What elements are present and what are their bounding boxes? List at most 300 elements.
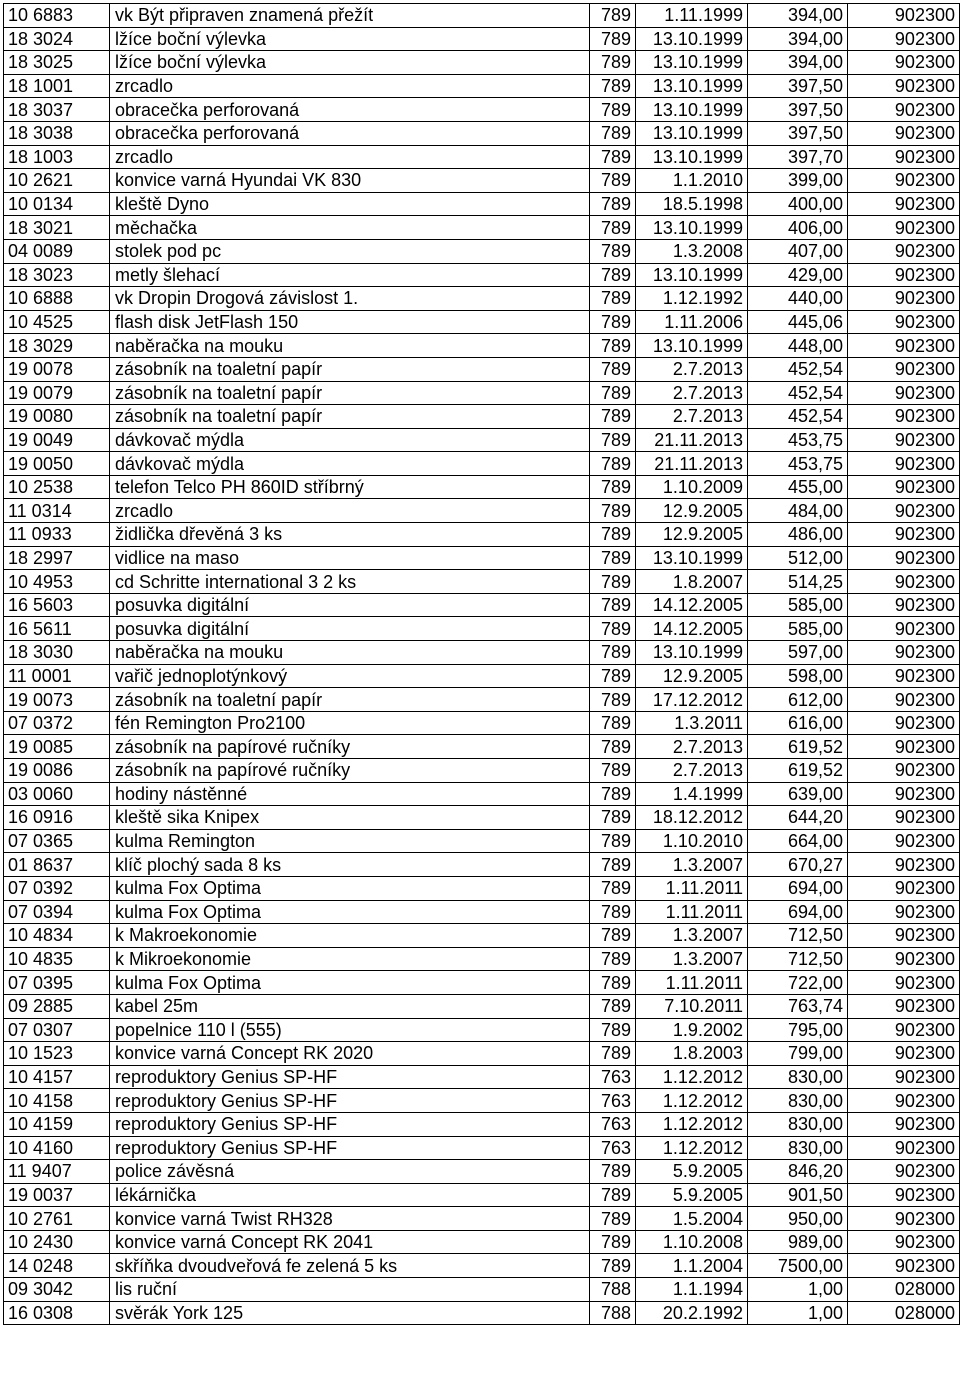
account-code-cell: 789	[590, 900, 636, 924]
table-row	[4, 617, 960, 641]
account-code-cell: 789	[590, 924, 636, 948]
price-cell: 397,50	[748, 121, 848, 145]
date-cell: 18.5.1998	[636, 192, 748, 216]
item-name-cell: reproduktory Genius SP-HF	[110, 1112, 590, 1136]
category-code-cell: 902300	[848, 782, 960, 806]
category-code-cell: 902300	[848, 4, 960, 28]
price-cell: 486,00	[748, 523, 848, 547]
date-cell: 5.9.2005	[636, 1183, 748, 1207]
price-cell: 453,75	[748, 428, 848, 452]
account-code-cell: 789	[590, 1160, 636, 1184]
item-id-cell: 19 0037	[4, 1183, 110, 1207]
item-name-cell: police závěsná	[110, 1160, 590, 1184]
table-row	[4, 829, 960, 853]
account-code-cell: 789	[590, 310, 636, 334]
item-id-cell: 01 8637	[4, 853, 110, 877]
item-id-cell: 10 4159	[4, 1112, 110, 1136]
date-cell: 1.3.2011	[636, 711, 748, 735]
item-name-cell: vidlice na maso	[110, 546, 590, 570]
account-code-cell: 789	[590, 593, 636, 617]
category-code-cell: 902300	[848, 27, 960, 51]
price-cell: 597,00	[748, 641, 848, 665]
item-id-cell: 16 5603	[4, 593, 110, 617]
item-id-cell: 10 4160	[4, 1136, 110, 1160]
price-cell: 397,50	[748, 74, 848, 98]
category-code-cell: 902300	[848, 900, 960, 924]
item-name-cell: posuvka digitální	[110, 617, 590, 641]
item-id-cell: 10 4834	[4, 924, 110, 948]
date-cell: 1.1.1994	[636, 1278, 748, 1302]
table-row	[4, 1183, 960, 1207]
account-code-cell: 789	[590, 641, 636, 665]
date-cell: 1.3.2007	[636, 924, 748, 948]
category-code-cell: 902300	[848, 853, 960, 877]
category-code-cell: 902300	[848, 1089, 960, 1113]
category-code-cell: 902300	[848, 711, 960, 735]
price-cell: 763,74	[748, 994, 848, 1018]
item-name-cell: zrcadlo	[110, 145, 590, 169]
account-code-cell: 789	[590, 688, 636, 712]
date-cell: 13.10.1999	[636, 145, 748, 169]
item-name-cell: fén Remington Pro2100	[110, 711, 590, 735]
category-code-cell: 902300	[848, 641, 960, 665]
category-code-cell: 902300	[848, 735, 960, 759]
account-code-cell: 789	[590, 759, 636, 783]
account-code-cell: 789	[590, 239, 636, 263]
date-cell: 14.12.2005	[636, 593, 748, 617]
price-cell: 406,00	[748, 216, 848, 240]
item-id-cell: 09 3042	[4, 1278, 110, 1302]
item-id-cell: 03 0060	[4, 782, 110, 806]
table-row	[4, 1018, 960, 1042]
account-code-cell: 789	[590, 947, 636, 971]
account-code-cell: 789	[590, 1183, 636, 1207]
item-name-cell: kabel 25m	[110, 994, 590, 1018]
price-cell: 712,50	[748, 924, 848, 948]
category-code-cell: 902300	[848, 994, 960, 1018]
date-cell: 1.10.2010	[636, 829, 748, 853]
date-cell: 1.11.2011	[636, 900, 748, 924]
date-cell: 1.11.2011	[636, 971, 748, 995]
item-id-cell: 16 0916	[4, 806, 110, 830]
table-row	[4, 475, 960, 499]
account-code-cell: 789	[590, 51, 636, 75]
table-row	[4, 51, 960, 75]
item-name-cell: k Mikroekonomie	[110, 947, 590, 971]
table-row	[4, 169, 960, 193]
price-cell: 585,00	[748, 593, 848, 617]
table-row	[4, 121, 960, 145]
price-cell: 712,50	[748, 947, 848, 971]
item-id-cell: 18 3024	[4, 27, 110, 51]
item-name-cell: vk Dropin Drogová závislost 1.	[110, 287, 590, 311]
date-cell: 5.9.2005	[636, 1160, 748, 1184]
table-row	[4, 357, 960, 381]
item-name-cell: zrcadlo	[110, 499, 590, 523]
account-code-cell: 789	[590, 829, 636, 853]
category-code-cell: 902300	[848, 1183, 960, 1207]
price-cell: 585,00	[748, 617, 848, 641]
account-code-cell: 789	[590, 782, 636, 806]
price-cell: 452,54	[748, 357, 848, 381]
item-name-cell: posuvka digitální	[110, 593, 590, 617]
account-code-cell: 789	[590, 853, 636, 877]
price-cell: 440,00	[748, 287, 848, 311]
date-cell: 1.12.2012	[636, 1089, 748, 1113]
item-name-cell: zásobník na toaletní papír	[110, 405, 590, 429]
item-id-cell: 10 2761	[4, 1207, 110, 1231]
item-name-cell: kulma Fox Optima	[110, 971, 590, 995]
table-row	[4, 593, 960, 617]
item-name-cell: zásobník na toaletní papír	[110, 381, 590, 405]
category-code-cell: 902300	[848, 947, 960, 971]
category-code-cell: 902300	[848, 121, 960, 145]
table-row	[4, 98, 960, 122]
price-cell: 670,27	[748, 853, 848, 877]
price-cell: 901,50	[748, 1183, 848, 1207]
date-cell: 1.5.2004	[636, 1207, 748, 1231]
category-code-cell: 028000	[848, 1301, 960, 1325]
item-name-cell: lékárnička	[110, 1183, 590, 1207]
table-row	[4, 1278, 960, 1302]
account-code-cell: 789	[590, 994, 636, 1018]
date-cell: 17.12.2012	[636, 688, 748, 712]
price-cell: 394,00	[748, 4, 848, 28]
item-id-cell: 18 3037	[4, 98, 110, 122]
category-code-cell: 902300	[848, 593, 960, 617]
category-code-cell: 902300	[848, 239, 960, 263]
item-id-cell: 09 2885	[4, 994, 110, 1018]
table-row	[4, 1301, 960, 1325]
date-cell: 20.2.1992	[636, 1301, 748, 1325]
table-row	[4, 759, 960, 783]
item-id-cell: 10 2430	[4, 1230, 110, 1254]
item-id-cell: 07 0365	[4, 829, 110, 853]
price-cell: 830,00	[748, 1112, 848, 1136]
table-row	[4, 782, 960, 806]
date-cell: 2.7.2013	[636, 405, 748, 429]
table-row	[4, 1136, 960, 1160]
date-cell: 2.7.2013	[636, 759, 748, 783]
category-code-cell: 902300	[848, 381, 960, 405]
item-name-cell: vařič jednoplotýnkový	[110, 664, 590, 688]
category-code-cell: 902300	[848, 428, 960, 452]
account-code-cell: 789	[590, 570, 636, 594]
table-row	[4, 570, 960, 594]
item-id-cell: 10 4158	[4, 1089, 110, 1113]
item-name-cell: naběračka na mouku	[110, 334, 590, 358]
date-cell: 13.10.1999	[636, 27, 748, 51]
account-code-cell: 789	[590, 1018, 636, 1042]
price-cell: 448,00	[748, 334, 848, 358]
table-row	[4, 900, 960, 924]
table-row	[4, 405, 960, 429]
category-code-cell: 902300	[848, 1230, 960, 1254]
price-cell: 399,00	[748, 169, 848, 193]
category-code-cell: 902300	[848, 829, 960, 853]
account-code-cell: 789	[590, 971, 636, 995]
date-cell: 13.10.1999	[636, 546, 748, 570]
date-cell: 1.1.2004	[636, 1254, 748, 1278]
category-code-cell: 902300	[848, 1065, 960, 1089]
item-name-cell: kleště Dyno	[110, 192, 590, 216]
table-row	[4, 192, 960, 216]
item-id-cell: 19 0050	[4, 452, 110, 476]
price-cell: 445,06	[748, 310, 848, 334]
table-row	[4, 239, 960, 263]
price-cell: 453,75	[748, 452, 848, 476]
category-code-cell: 902300	[848, 216, 960, 240]
table-row	[4, 1160, 960, 1184]
account-code-cell: 789	[590, 452, 636, 476]
account-code-cell: 763	[590, 1136, 636, 1160]
item-id-cell: 07 0395	[4, 971, 110, 995]
item-id-cell: 10 1523	[4, 1042, 110, 1066]
table-row	[4, 1065, 960, 1089]
price-cell: 452,54	[748, 381, 848, 405]
item-name-cell: konvice varná Concept RK 2020	[110, 1042, 590, 1066]
date-cell: 1.12.1992	[636, 287, 748, 311]
item-name-cell: zásobník na papírové ručníky	[110, 759, 590, 783]
category-code-cell: 902300	[848, 1254, 960, 1278]
date-cell: 21.11.2013	[636, 452, 748, 476]
item-name-cell: svěrák York 125	[110, 1301, 590, 1325]
item-id-cell: 18 1001	[4, 74, 110, 98]
table-row	[4, 499, 960, 523]
account-code-cell: 789	[590, 4, 636, 28]
date-cell: 2.7.2013	[636, 735, 748, 759]
category-code-cell: 902300	[848, 192, 960, 216]
category-code-cell: 902300	[848, 74, 960, 98]
item-name-cell: židlička dřevěná 3 ks	[110, 523, 590, 547]
account-code-cell: 789	[590, 735, 636, 759]
price-cell: 830,00	[748, 1089, 848, 1113]
category-code-cell: 902300	[848, 1207, 960, 1231]
category-code-cell: 902300	[848, 98, 960, 122]
date-cell: 13.10.1999	[636, 74, 748, 98]
date-cell: 2.7.2013	[636, 381, 748, 405]
item-id-cell: 18 2997	[4, 546, 110, 570]
price-cell: 795,00	[748, 1018, 848, 1042]
category-code-cell: 902300	[848, 523, 960, 547]
date-cell: 13.10.1999	[636, 51, 748, 75]
item-id-cell: 18 3023	[4, 263, 110, 287]
account-code-cell: 788	[590, 1278, 636, 1302]
table-row	[4, 334, 960, 358]
price-cell: 407,00	[748, 239, 848, 263]
item-name-cell: k Makroekonomie	[110, 924, 590, 948]
table-row	[4, 523, 960, 547]
table-row	[4, 263, 960, 287]
account-code-cell: 789	[590, 216, 636, 240]
date-cell: 1.12.2012	[636, 1065, 748, 1089]
item-id-cell: 11 9407	[4, 1160, 110, 1184]
table-row	[4, 287, 960, 311]
date-cell: 1.10.2008	[636, 1230, 748, 1254]
category-code-cell: 902300	[848, 357, 960, 381]
price-cell: 7500,00	[748, 1254, 848, 1278]
table-row	[4, 1230, 960, 1254]
table-row	[4, 145, 960, 169]
inventory-table	[3, 3, 960, 1325]
date-cell: 1.10.2009	[636, 475, 748, 499]
table-row	[4, 711, 960, 735]
category-code-cell: 902300	[848, 664, 960, 688]
account-code-cell: 789	[590, 1042, 636, 1066]
category-code-cell: 902300	[848, 334, 960, 358]
date-cell: 1.11.2006	[636, 310, 748, 334]
date-cell: 1.12.2012	[636, 1136, 748, 1160]
account-code-cell: 789	[590, 475, 636, 499]
item-name-cell: vk Být připraven znamená přežít	[110, 4, 590, 28]
item-id-cell: 04 0089	[4, 239, 110, 263]
account-code-cell: 789	[590, 546, 636, 570]
item-name-cell: flash disk JetFlash 150	[110, 310, 590, 334]
price-cell: 619,52	[748, 735, 848, 759]
table-row	[4, 1042, 960, 1066]
item-id-cell: 18 3021	[4, 216, 110, 240]
item-id-cell: 18 3038	[4, 121, 110, 145]
category-code-cell: 902300	[848, 1112, 960, 1136]
account-code-cell: 789	[590, 357, 636, 381]
category-code-cell: 902300	[848, 287, 960, 311]
price-cell: 830,00	[748, 1065, 848, 1089]
account-code-cell: 789	[590, 876, 636, 900]
price-cell: 644,20	[748, 806, 848, 830]
date-cell: 21.11.2013	[636, 428, 748, 452]
price-cell: 400,00	[748, 192, 848, 216]
item-name-cell: cd Schritte international 3 2 ks	[110, 570, 590, 594]
date-cell: 2.7.2013	[636, 357, 748, 381]
date-cell: 1.3.2007	[636, 853, 748, 877]
price-cell: 799,00	[748, 1042, 848, 1066]
date-cell: 13.10.1999	[636, 216, 748, 240]
item-id-cell: 10 6883	[4, 4, 110, 28]
date-cell: 13.10.1999	[636, 641, 748, 665]
account-code-cell: 789	[590, 98, 636, 122]
price-cell: 394,00	[748, 51, 848, 75]
item-id-cell: 10 4953	[4, 570, 110, 594]
price-cell: 616,00	[748, 711, 848, 735]
table-row	[4, 1112, 960, 1136]
category-code-cell: 902300	[848, 1160, 960, 1184]
price-cell: 394,00	[748, 27, 848, 51]
item-name-cell: hodiny nástěnné	[110, 782, 590, 806]
item-id-cell: 18 3030	[4, 641, 110, 665]
table-row	[4, 428, 960, 452]
item-name-cell: reproduktory Genius SP-HF	[110, 1065, 590, 1089]
account-code-cell: 789	[590, 287, 636, 311]
category-code-cell: 902300	[848, 452, 960, 476]
category-code-cell: 902300	[848, 499, 960, 523]
account-code-cell: 789	[590, 381, 636, 405]
item-name-cell: zásobník na papírové ručníky	[110, 735, 590, 759]
date-cell: 13.10.1999	[636, 334, 748, 358]
account-code-cell: 789	[590, 192, 636, 216]
account-code-cell: 763	[590, 1065, 636, 1089]
item-name-cell: konvice varná Twist RH328	[110, 1207, 590, 1231]
account-code-cell: 789	[590, 74, 636, 98]
price-cell: 989,00	[748, 1230, 848, 1254]
item-name-cell: zrcadlo	[110, 74, 590, 98]
item-name-cell: telefon Telco PH 860ID stříbrný	[110, 475, 590, 499]
price-cell: 484,00	[748, 499, 848, 523]
item-id-cell: 10 6888	[4, 287, 110, 311]
account-code-cell: 789	[590, 711, 636, 735]
item-id-cell: 11 0314	[4, 499, 110, 523]
date-cell: 1.9.2002	[636, 1018, 748, 1042]
account-code-cell: 789	[590, 169, 636, 193]
item-name-cell: lžíce boční výlevka	[110, 51, 590, 75]
table-row	[4, 971, 960, 995]
price-cell: 397,50	[748, 98, 848, 122]
item-name-cell: dávkovač mýdla	[110, 452, 590, 476]
account-code-cell: 763	[590, 1089, 636, 1113]
price-cell: 846,20	[748, 1160, 848, 1184]
account-code-cell: 789	[590, 263, 636, 287]
price-cell: 694,00	[748, 876, 848, 900]
category-code-cell: 902300	[848, 310, 960, 334]
price-cell: 452,54	[748, 405, 848, 429]
item-id-cell: 18 3029	[4, 334, 110, 358]
table-row	[4, 735, 960, 759]
date-cell: 1.11.1999	[636, 4, 748, 28]
price-cell: 722,00	[748, 971, 848, 995]
date-cell: 12.9.2005	[636, 664, 748, 688]
date-cell: 1.1.2010	[636, 169, 748, 193]
item-name-cell: zásobník na toaletní papír	[110, 357, 590, 381]
table-row	[4, 27, 960, 51]
category-code-cell: 902300	[848, 688, 960, 712]
item-id-cell: 19 0085	[4, 735, 110, 759]
item-name-cell: naběračka na mouku	[110, 641, 590, 665]
account-code-cell: 789	[590, 499, 636, 523]
price-cell: 397,70	[748, 145, 848, 169]
date-cell: 1.3.2008	[636, 239, 748, 263]
category-code-cell: 902300	[848, 145, 960, 169]
account-code-cell: 789	[590, 1230, 636, 1254]
item-id-cell: 07 0392	[4, 876, 110, 900]
category-code-cell: 902300	[848, 759, 960, 783]
category-code-cell: 902300	[848, 806, 960, 830]
item-id-cell: 11 0001	[4, 664, 110, 688]
account-code-cell: 789	[590, 664, 636, 688]
table-row	[4, 806, 960, 830]
account-code-cell: 789	[590, 806, 636, 830]
table-row	[4, 4, 960, 28]
date-cell: 1.12.2012	[636, 1112, 748, 1136]
item-id-cell: 19 0079	[4, 381, 110, 405]
date-cell: 18.12.2012	[636, 806, 748, 830]
item-name-cell: reproduktory Genius SP-HF	[110, 1089, 590, 1113]
price-cell: 639,00	[748, 782, 848, 806]
price-cell: 1,00	[748, 1278, 848, 1302]
account-code-cell: 789	[590, 523, 636, 547]
item-id-cell: 18 3025	[4, 51, 110, 75]
item-name-cell: lžíce boční výlevka	[110, 27, 590, 51]
table-row	[4, 310, 960, 334]
item-id-cell: 19 0073	[4, 688, 110, 712]
account-code-cell: 788	[590, 1301, 636, 1325]
price-cell: 598,00	[748, 664, 848, 688]
item-name-cell: reproduktory Genius SP-HF	[110, 1136, 590, 1160]
category-code-cell: 902300	[848, 546, 960, 570]
price-cell: 612,00	[748, 688, 848, 712]
item-id-cell: 07 0394	[4, 900, 110, 924]
item-id-cell: 19 0049	[4, 428, 110, 452]
date-cell: 1.3.2007	[636, 947, 748, 971]
price-cell: 512,00	[748, 546, 848, 570]
